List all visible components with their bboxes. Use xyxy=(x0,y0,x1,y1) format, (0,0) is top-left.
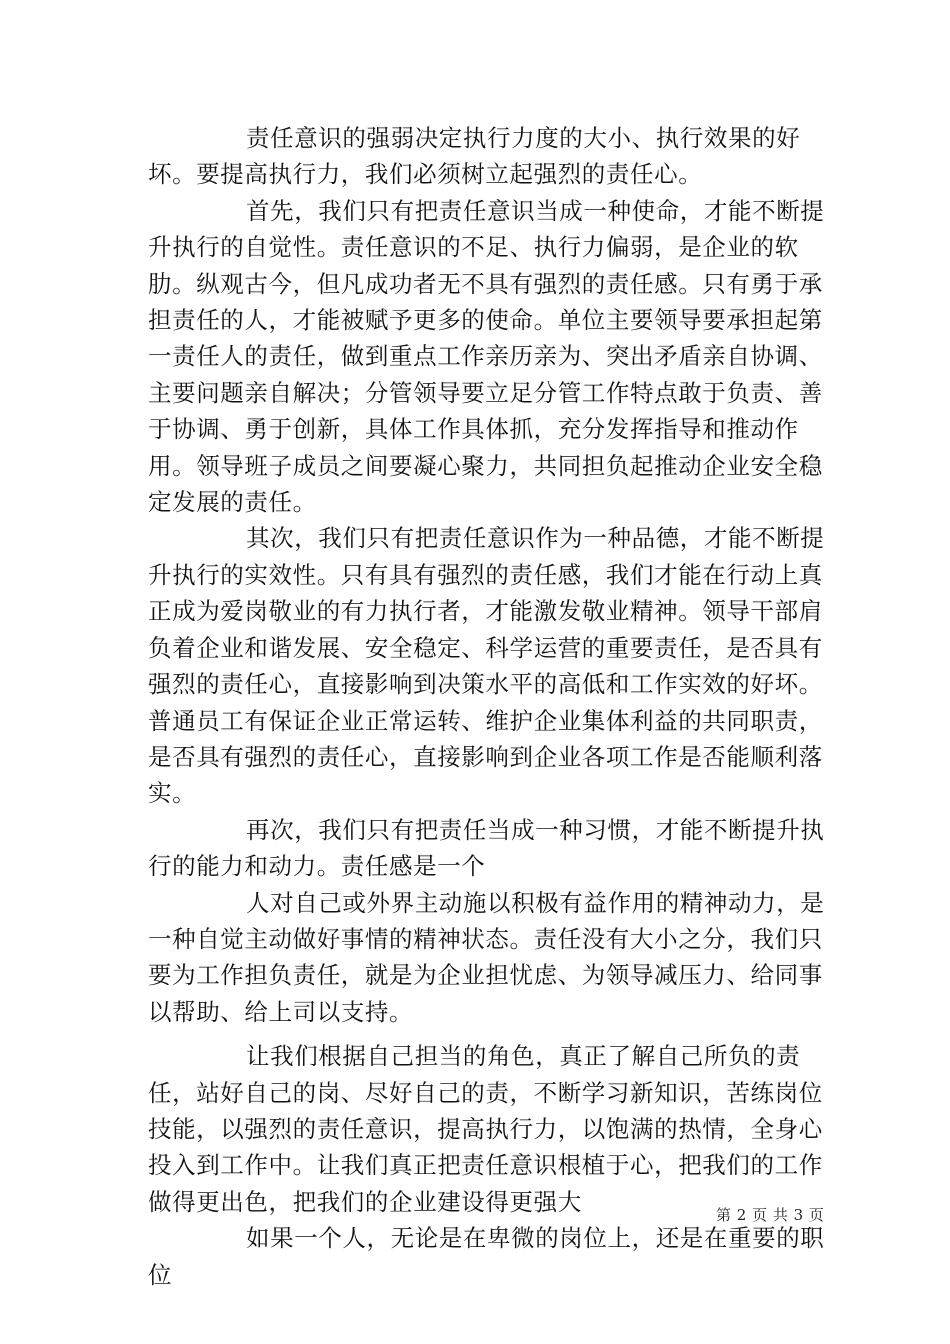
paragraph-5: 人对自己或外界主动施以积极有益作用的精神动力，是一种自觉主动做好事情的精神状态。责任没有大小之分，我们只要为工作担负责任，就是为企业担忧虑、为领导减压力、给同事以帮助、给上司以支持。 xyxy=(148,888,825,1026)
document-body xyxy=(148,120,828,1293)
page-number-footer: 第 2 页 共 3 页 xyxy=(716,1206,825,1224)
paragraph-1: 责任意识的强弱决定执行力度的大小、执行效果的好坏。要提高执行力，我们必须树立起强烈的责任心。 xyxy=(148,124,801,189)
paragraph-4: 再次，我们只有把责任当成一种习惯，才能不断提升执行的能力和动力。责任感是一个 xyxy=(148,815,825,881)
paragraph-6: 让我们根据自己担当的角色，真正了解自己所负的责任，站好自己的岗、尽好自己的责，不断学习新知识，苦练岗位技能，以强烈的责任意识，提高执行力，以饱满的热情，全身心投入到工作中。让我们真正把责任意识根植于心，把我们的工作做得更出色，把我们的企业建设得更强大 xyxy=(148,1042,823,1216)
paragraph-3: 其次，我们只有把责任意识作为一种品德，才能不断提升执行的实效性。只有具有强烈的责任感，我们才能在行动上真正成为爱岗敬业的有力执行者，才能激发敬业精神。领导干部肩负着企业和谐发展、安全稳定、科学运营的重要责任，是否具有强烈的责任心，直接影响到决策水平的高低和工作实效的好坏。普通员工有保证企业正常运转、维护企业集体利益的共同职责，是否具有强烈的责任心，直接影响到企业各项工作是否能顺利落实。 xyxy=(148,524,825,808)
paragraph-2: 首先，我们只有把责任意识当成一种使命，才能不断提升执行的自觉性。责任意识的不足、执行力偏弱，是企业的软肋。纵观古今，但凡成功者无不具有强烈的责任感。只有勇于承担责任的人，才能被赋予更多的使命。单位主要领导要承担起第一责任人的责任，做到重点工作亲历亲为、突出矛盾亲自协调、主要问题亲自解决；分管领导要立足分管工作特点敢于负责、善于协调、勇于创新，具体工作具体抓，充分发挥指导和推动作用。领导班子成员之间要凝心聚力，共同担负起推动企业安全稳定发展的责任。 xyxy=(148,196,825,517)
paragraph-7: 如果一个人，无论是在卑微的岗位上，还是在重要的职位 xyxy=(148,1224,825,1289)
